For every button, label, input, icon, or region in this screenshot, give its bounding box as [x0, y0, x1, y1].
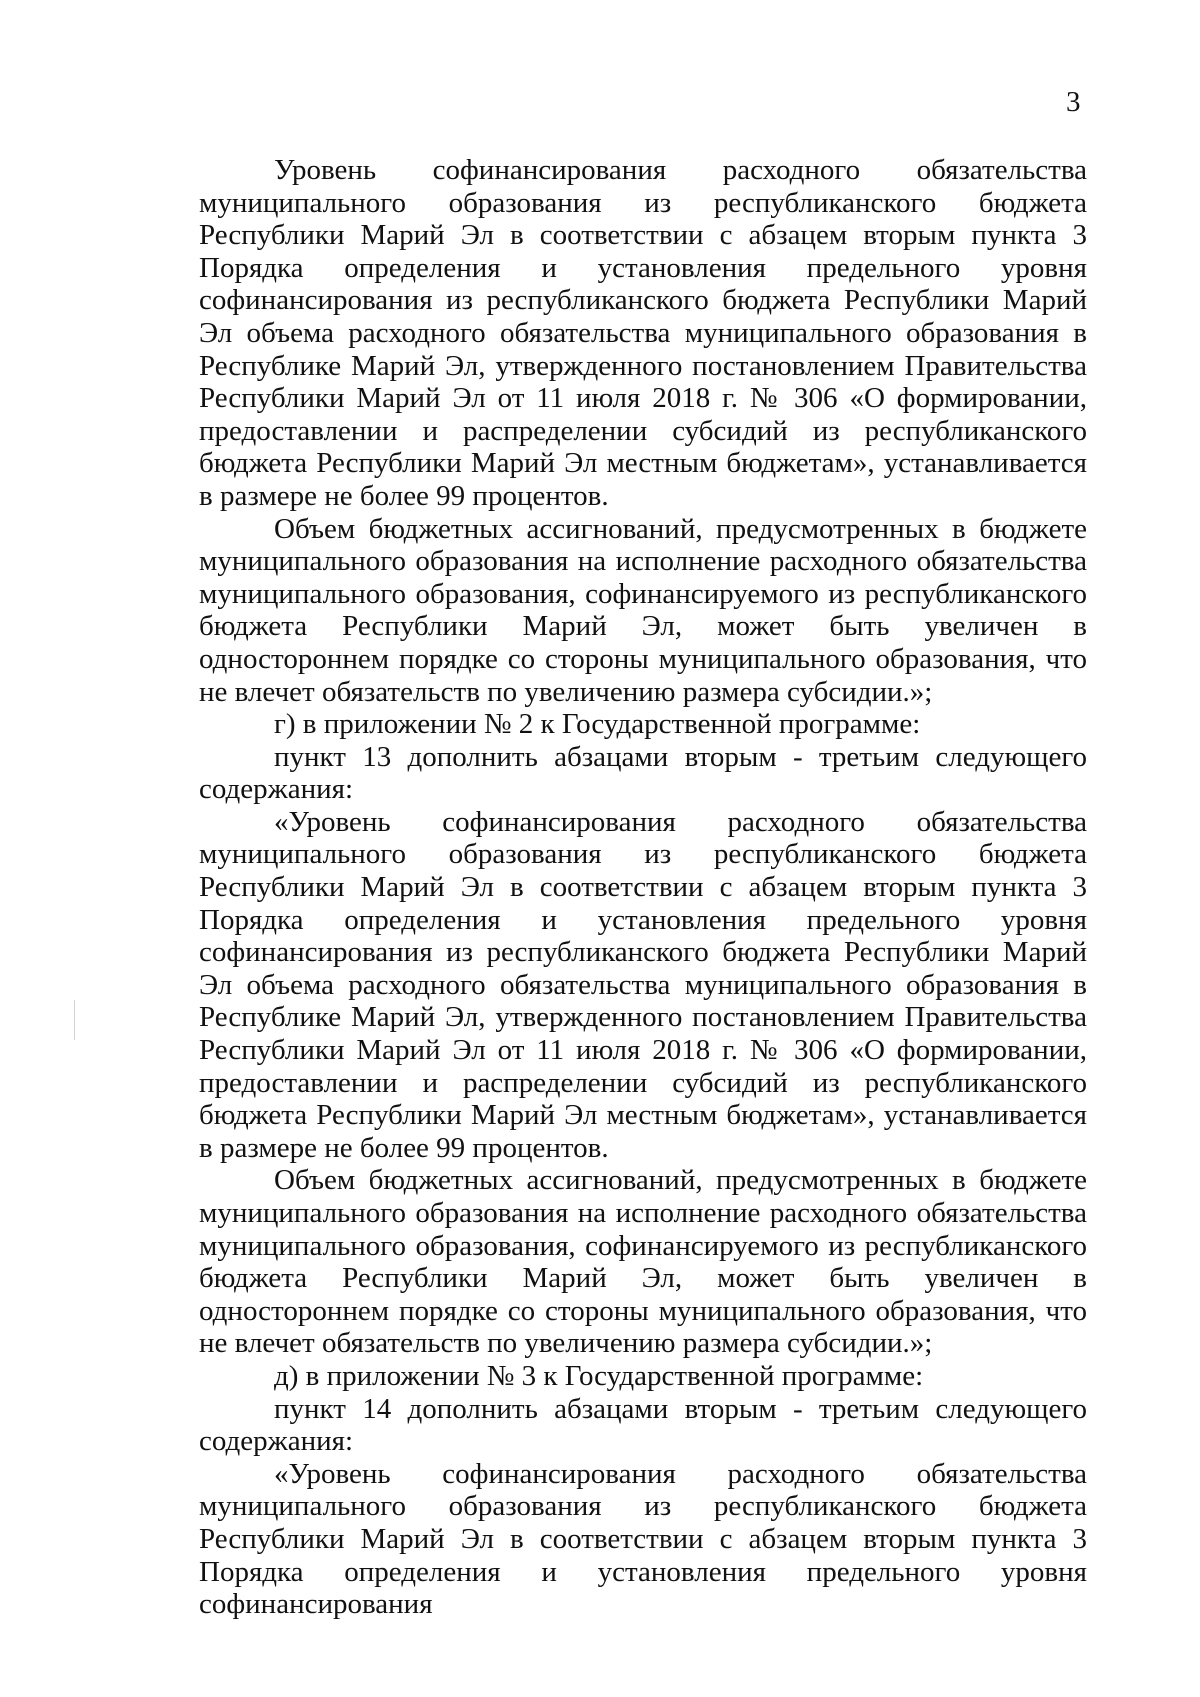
document-body [199, 154, 1087, 1621]
page-number: 3 [1066, 86, 1081, 118]
paragraph-amendment-g: г) в приложении № 2 к Государственной программе: [274, 708, 921, 741]
paragraph-budget-allocations-1: Объем бюджетных ассигнований, предусмотренных в бюджете муниципального образования на исполнение расходного обязательства муниципального образования, софинансируемого из республиканского бюджета Республики Марий Эл, может быть увеличен в одностороннем порядке со стороны муниципального образования, что не влечет обязательств по увеличению размера субсидии.»; [199, 512, 1087, 708]
paragraph-cofinancing-level-2: «Уровень софинансирования расходного обязательства муниципального образования из республиканского бюджета Республики Марий Эл в соответствии с абзацем вторым пункта 3 Порядка определения и установления предельного уровня софинансирования из республиканского бюджета Республики Марий Эл объема расходного обязательства муниципального образования в Республике Марий Эл, утвержденного постановлением Правительства Республики Марий Эл от 11 июля 2018 г. № 306 «О формировании, предоставлении и распределении субсидий из республиканского бюджета Республики Марий Эл местным бюджетам», устанавливается в размере не более 99 процентов. [199, 805, 1087, 1164]
paragraph-cofinancing-level-3: «Уровень софинансирования расходного обязательства муниципального образования из республиканского бюджета Республики Марий Эл в соответствии с абзацем вторым пункта 3 Порядка определения и установления предельного уровня софинансирования [199, 1457, 1087, 1621]
scan-margin-mark [74, 1000, 75, 1040]
paragraph-cofinancing-level-1: Уровень софинансирования расходного обязательства муниципального образования из республиканского бюджета Республики Марий Эл в соответствии с абзацем вторым пункта 3 Порядка определения и установления предельного уровня софинансирования из республиканского бюджета Республики Марий Эл объема расходного обязательства муниципального образования в Республике Марий Эл, утвержденного постановлением Правительства Республики Марий Эл от 11 июля 2018 г. № 306 «О формировании, предоставлении и распределении субсидий из республиканского бюджета Республики Марий Эл местным бюджетам», устанавливается в размере не более 99 процентов. [199, 154, 1087, 512]
paragraph-budget-allocations-2: Объем бюджетных ассигнований, предусмотренных в бюджете муниципального образования на исполнение расходного обязательства муниципального образования, софинансируемого из республиканского бюджета Республики Марий Эл, может быть увеличен в одностороннем порядке со стороны муниципального образования, что не влечет обязательств по увеличению размера субсидии.»; [199, 1164, 1087, 1360]
paragraph-amendment-d: д) в приложении № 3 к Государственной программе: [274, 1359, 924, 1392]
paragraph-point-13: пункт 13 дополнить абзацами вторым - третьим следующего содержания: [199, 740, 1087, 806]
paragraph-point-14: пункт 14 дополнить абзацами вторым - третьим следующего содержания: [199, 1392, 1087, 1458]
